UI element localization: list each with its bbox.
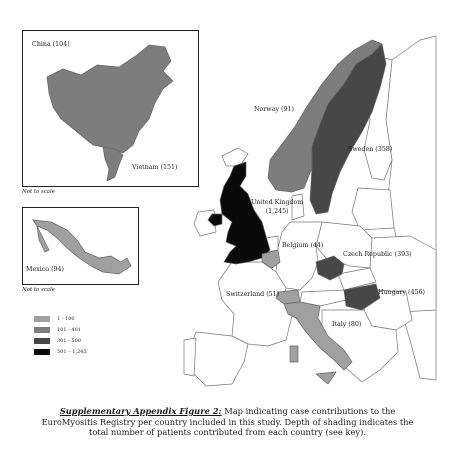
legend-swatch <box>34 349 50 355</box>
label-hungary <box>378 290 425 296</box>
label-belgium-name: Belgium <box>282 242 309 249</box>
caption-line-2: EuroMyositis Registry per country included in this study. Depth of shading indicates the <box>41 416 414 427</box>
legend-row <box>34 346 87 357</box>
label-mexico-name: Mexico <box>26 266 50 273</box>
legend <box>34 313 87 357</box>
label-czech <box>343 252 412 258</box>
label-mexico-count: (94) <box>51 266 65 273</box>
caption-line-3: total number of patients contributed from each country (see key). <box>89 427 366 437</box>
label-italy-count: (80) <box>348 321 362 328</box>
legend-swatch <box>34 338 50 344</box>
label-mexico <box>26 267 64 273</box>
legend-swatch <box>34 316 50 322</box>
label-uk <box>251 198 303 216</box>
country-china <box>47 45 173 153</box>
legend-label: 101 - 401 <box>57 326 81 333</box>
label-norway-name: Norway <box>254 106 280 113</box>
caption-lead: Supplementary Appendix Figure 2: <box>59 406 222 416</box>
label-sweden-name: Sweden <box>348 146 374 153</box>
legend-row <box>34 324 87 335</box>
label-vietnam <box>132 165 177 171</box>
label-norway-count: (91) <box>281 106 294 113</box>
label-czech-count: (393) <box>394 251 412 258</box>
label-uk-name: United Kingdom <box>251 199 304 206</box>
label-italy-name: Italy <box>332 321 347 328</box>
label-belgium-count: (44) <box>310 242 324 249</box>
spain-outline <box>188 332 248 386</box>
label-czech-name: Czech Republic <box>343 251 393 258</box>
asia-not-to-scale: Not to scale <box>22 189 55 195</box>
figure-caption <box>0 406 455 438</box>
mexico-inset <box>22 207 139 285</box>
germany-outline <box>276 222 322 290</box>
label-china-name: China <box>32 41 51 48</box>
baltics-outline <box>352 188 394 230</box>
label-sweden-count: (358) <box>375 146 393 153</box>
portugal-outline <box>184 338 196 376</box>
label-vietnam-name: Vietnam <box>132 164 159 171</box>
label-switzerland-name: Switzerland <box>226 291 265 298</box>
label-uk-count: (1,245) <box>265 208 289 215</box>
mexico-not-to-scale: Not to scale <box>22 287 55 293</box>
label-sweden <box>348 147 392 153</box>
label-hungary-count: (456) <box>407 289 425 296</box>
label-italy <box>332 322 361 328</box>
label-norway <box>254 107 294 113</box>
caption-text-1: Map indicating case contributions to the <box>221 406 396 416</box>
label-hungary-name: Hungary <box>378 289 406 296</box>
legend-row <box>34 335 87 346</box>
asia-inset-map <box>23 31 198 186</box>
label-switzerland-count: (51) <box>266 291 280 298</box>
legend-swatch <box>34 327 50 333</box>
legend-label: 301 - 500 <box>57 337 81 344</box>
label-switzerland <box>226 292 279 298</box>
label-vietnam-count: (151) <box>160 164 178 171</box>
legend-row <box>34 313 87 324</box>
legend-label: 1 - 100 <box>57 315 75 322</box>
legend-label: 501 – 1,245 <box>57 348 87 355</box>
label-belgium <box>282 243 323 249</box>
label-china <box>32 42 70 48</box>
label-china-count: (104) <box>52 41 70 48</box>
